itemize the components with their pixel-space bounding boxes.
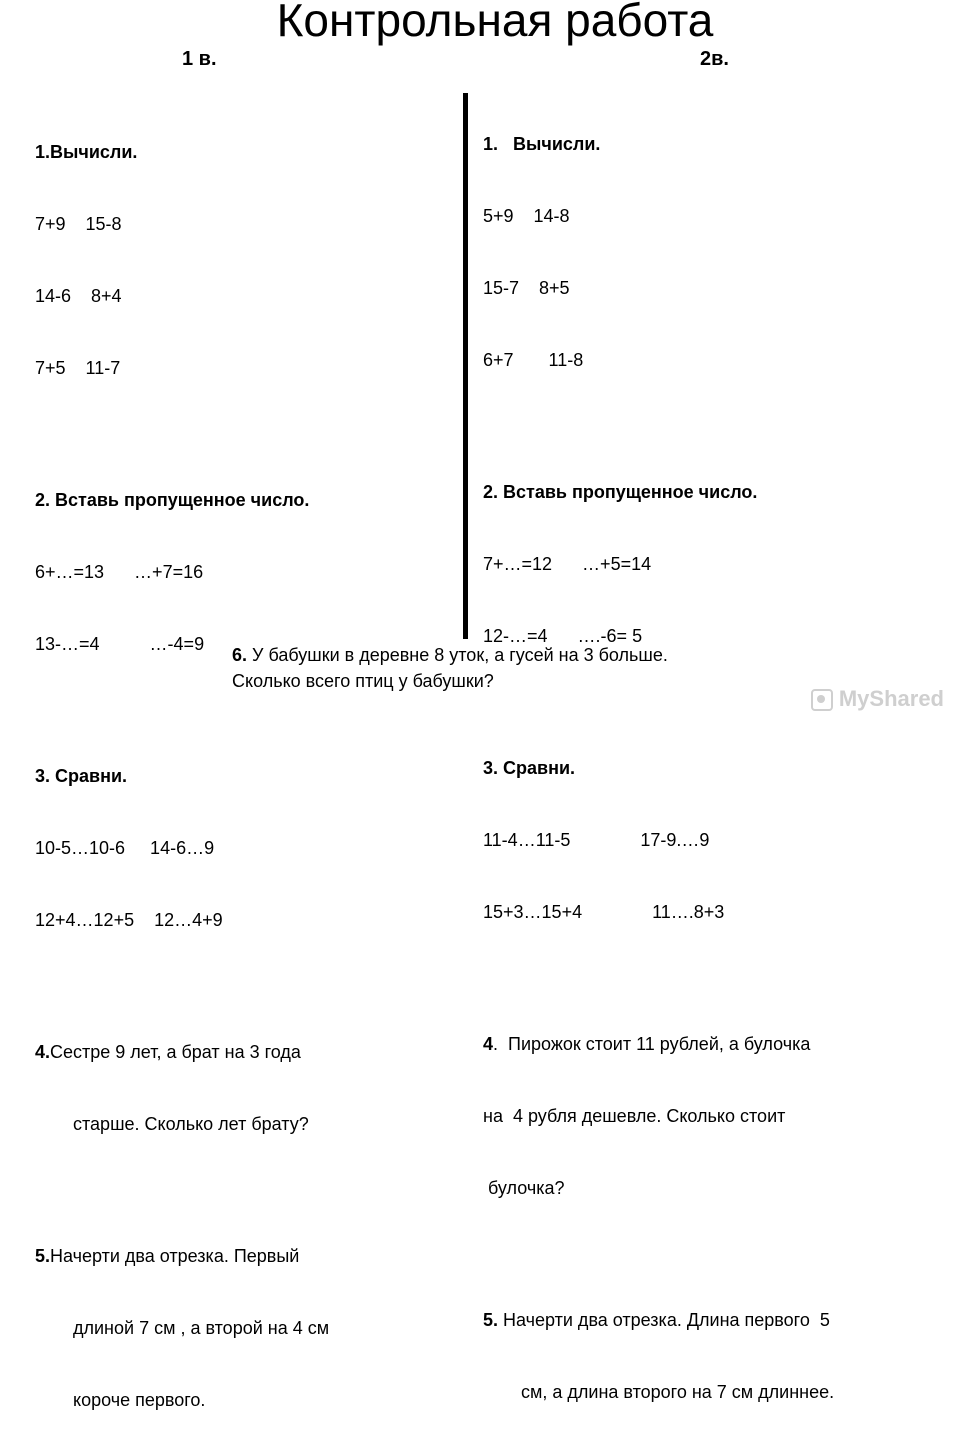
v2-task-4-text: булочка? (483, 1178, 565, 1198)
v1-task-2-heading: 2. Вставь пропущенное число. (35, 490, 310, 510)
v1-task-2-line: 6+…=13 …+7=16 (35, 562, 204, 582)
myshared-icon (811, 689, 833, 711)
v2-task-5-text: Начерти два отрезка. Длина первого 5 (498, 1310, 830, 1330)
v1-task-5-text: Начерти два отрезка. Первый (50, 1246, 300, 1266)
task-6-block (232, 642, 668, 694)
v1-task-1-line: 7+5 11-7 (35, 358, 121, 378)
v1-task-4-text: Сестре 9 лет, а брат на 3 года (50, 1042, 301, 1062)
variant-1-column (35, 92, 329, 1436)
v2-task-3-line: 15+3…15+4 11….8+3 (483, 902, 725, 922)
v1-task-5-text: короче первого. (73, 1390, 206, 1410)
task-6-text: Сколько всего птиц у бабушки? (232, 671, 494, 691)
v2-task-4-text: на 4 рубля дешевле. Сколько стоит (483, 1106, 786, 1126)
v1-task-3-heading: 3. Сравни. (35, 766, 128, 786)
variant-1-label: 1 в. (182, 48, 217, 70)
v2-task-1-line: 5+9 14-8 (483, 206, 570, 226)
variant-2-label: 2в. (700, 48, 729, 70)
v1-task-4-number: 4. (35, 1042, 51, 1062)
v1-task-4-text: старше. Сколько лет брату? (73, 1114, 309, 1134)
v2-task-2-line: 7+…=12 …+5=14 (483, 554, 652, 574)
v1-task-1-heading: 1.Вычисли. (35, 142, 138, 162)
watermark-text: MyShared (838, 686, 944, 711)
v2-task-1-heading: 1. Вычисли. (483, 134, 601, 154)
v2-task-2-heading: 2. Вставь пропущенное число. (483, 482, 758, 502)
task-6-number: 6. (232, 645, 248, 665)
variant-2-column (483, 84, 834, 1428)
page-title: Контрольная работа (276, 0, 714, 46)
v1-task-5-number: 5. (35, 1246, 51, 1266)
task-6-text: У бабушки в деревне 8 уток, а гусей на 3 больше. (247, 645, 668, 665)
v1-task-1-line: 14-6 8+4 (35, 286, 122, 306)
v1-task-2-line: 13-…=4 …-4=9 (35, 634, 205, 654)
v2-task-1-line: 6+7 11-8 (483, 350, 584, 370)
v2-task-4-number: 4 (483, 1034, 494, 1054)
column-divider (463, 93, 468, 639)
v2-task-5-number: 5. (483, 1310, 499, 1330)
v2-task-2-line: 12-…=4 ….-6= 5 (483, 626, 643, 646)
v1-task-5-text: длиной 7 см , а второй на 4 см (73, 1318, 330, 1338)
v2-task-3-heading: 3. Сравни. (483, 758, 576, 778)
watermark-logo (811, 686, 944, 712)
v1-task-3-line: 12+4…12+5 12…4+9 (35, 910, 223, 930)
v2-task-4-text: . Пирожок стоит 11 рублей, а булочка (493, 1034, 811, 1054)
v1-task-3-line: 10-5…10-6 14-6…9 (35, 838, 215, 858)
v1-task-1-line: 7+9 15-8 (35, 214, 122, 234)
v2-task-3-line: 11-4…11-5 17-9.…9 (483, 830, 710, 850)
v2-task-1-line: 15-7 8+5 (483, 278, 570, 298)
v2-task-5-text: см, а длина второго на 7 см длиннее. (521, 1382, 835, 1402)
